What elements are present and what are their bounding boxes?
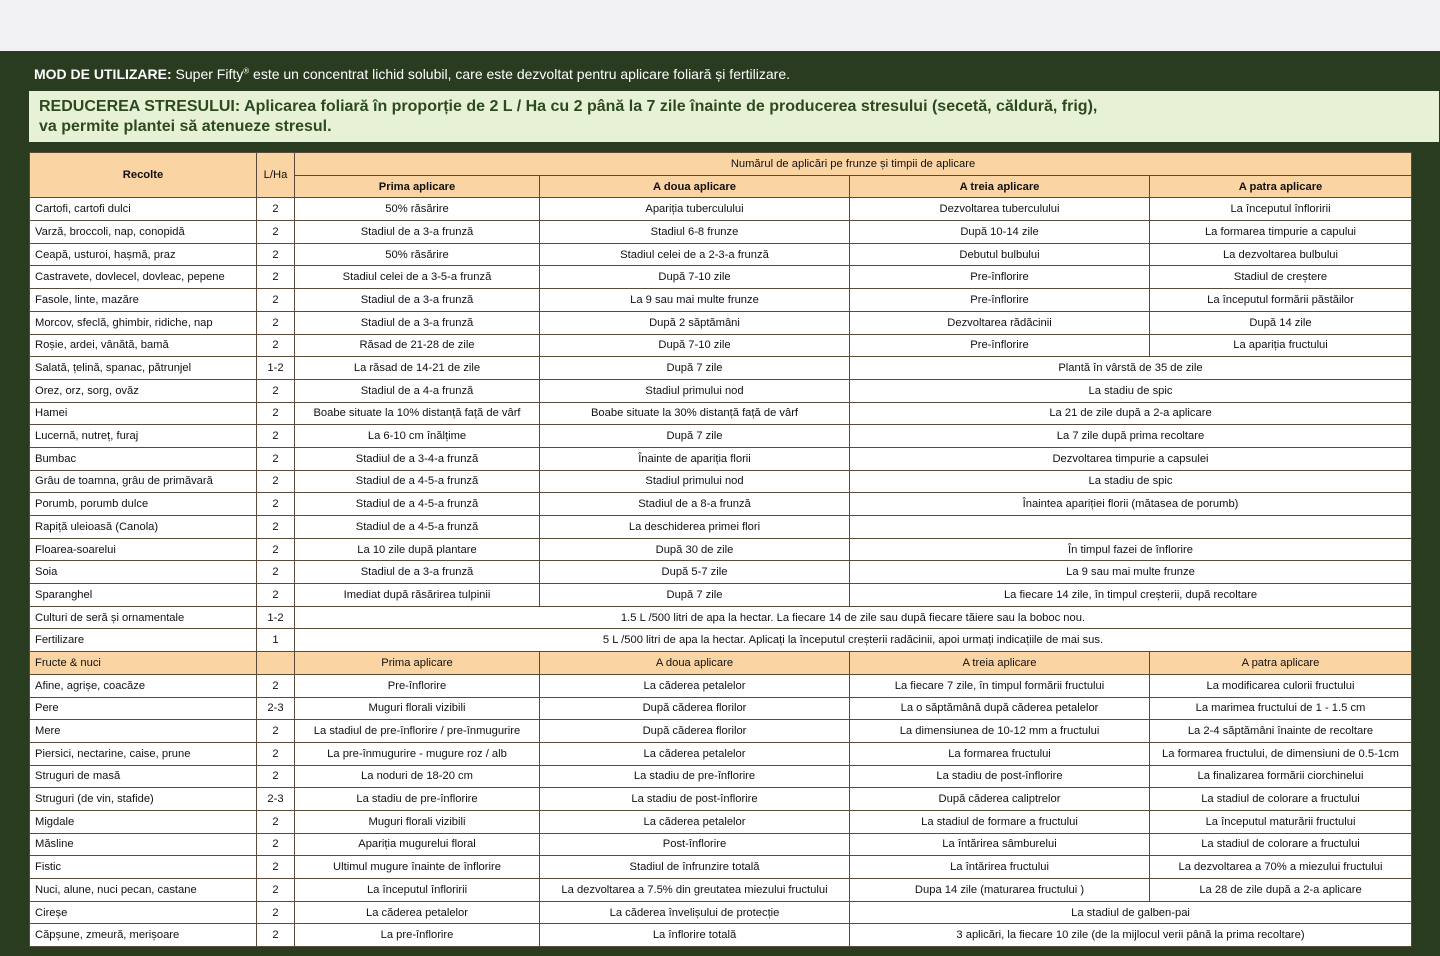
crop-cell: Fertilizare (30, 629, 257, 652)
crop-cell: Pere (30, 697, 257, 720)
application-cell: Dezvoltarea timpurie a capsulei (850, 447, 1412, 470)
application-cell: La stadiu de post-înflorire (850, 765, 1150, 788)
application-cell: La 21 de zile după a 2-a aplicare (850, 402, 1412, 425)
application-cell: Înainte de apariția florii (540, 447, 850, 470)
application-cell: La stadiul de galben-pai (850, 901, 1412, 924)
application-cell: Stadiul de a 3-a frunză (295, 289, 540, 312)
application-cell: Stadiul primului nod (540, 470, 850, 493)
table-row (30, 221, 1412, 244)
header-app-1: Prima aplicare (295, 175, 540, 198)
table-row (30, 561, 1412, 584)
application-cell: Dezvoltarea rădăcinii (850, 311, 1150, 334)
application-cell: La 7 zile după prima recoltare (850, 425, 1412, 448)
table-row (30, 901, 1412, 924)
table-row (30, 856, 1412, 879)
application-cell: Stadiul de a 4-5-a frunză (295, 470, 540, 493)
application-cell: La dezvoltarea a 7.5% din greutatea miezului fructului (540, 879, 850, 902)
header-crops: Recolte (30, 153, 257, 198)
crop-cell: Hamei (30, 402, 257, 425)
application-cell: La 10 zile după plantare (295, 538, 540, 561)
application-cell: La stadiu de spic (850, 470, 1412, 493)
table-row (30, 425, 1412, 448)
application-cell: La o săptămână după căderea petalelor (850, 697, 1150, 720)
fruit-header-app-4: A patra aplicare (1150, 652, 1412, 675)
fruit-header-app-3: A treia aplicare (850, 652, 1150, 675)
application-cell: În timpul fazei de înflorire (850, 538, 1412, 561)
rate-cell: 1 (257, 629, 295, 652)
application-cell: Pre-înflorire (295, 674, 540, 697)
application-cell: La formarea fructului (850, 742, 1150, 765)
application-cell: La dezvoltarea bulbului (1150, 243, 1412, 266)
application-cell: La dimensiunea de 10-12 mm a fructului (850, 720, 1150, 743)
application-cell: După căderea caliptrelor (850, 788, 1150, 811)
rate-cell: 2 (257, 266, 295, 289)
fruit-header-crops: Fructe & nuci (30, 652, 257, 675)
application-cell: După 2 săptămâni (540, 311, 850, 334)
application-cell: Stadiul celei de a 3-5-a frunză (295, 266, 540, 289)
stress-line-2: va permite plantei să atenueze stresul. (39, 118, 332, 135)
rate-cell: 2 (257, 311, 295, 334)
rate-cell: 1-2 (257, 606, 295, 629)
application-cell: La dezvoltarea a 70% a miezului fructului (1150, 856, 1412, 879)
application-cell: 50% răsărire (295, 243, 540, 266)
application-cell: Stadiul de a 8-a frunză (540, 493, 850, 516)
application-cell: La întărirea sâmburelui (850, 833, 1150, 856)
application-cell: La 9 sau mai multe frunze (850, 561, 1412, 584)
header-app-2: A doua aplicare (540, 175, 850, 198)
table-row (30, 311, 1412, 334)
application-cell: Plantă în vârstă de 35 de zile (850, 357, 1412, 380)
application-cell: La căderea învelișului de protecție (540, 901, 850, 924)
application-cell: La căderea petalelor (295, 901, 540, 924)
table-row (30, 697, 1412, 720)
table-row (30, 538, 1412, 561)
crop-cell: Cireșe (30, 901, 257, 924)
application-cell: Stadiul de a 3-a frunză (295, 221, 540, 244)
crop-cell: Bumbac (30, 447, 257, 470)
application-cell: La stadiul de colorare a fructului (1150, 833, 1412, 856)
table-row (30, 879, 1412, 902)
rate-cell: 2 (257, 833, 295, 856)
table-row (30, 765, 1412, 788)
application-cell: Stadiul 6-8 frunze (540, 221, 850, 244)
application-cell: La începutul formării păstăilor (1150, 289, 1412, 312)
usage-text-post: este un concentrat lichid solubil, care este dezvoltat pentru aplicare foliară și fertilizare. (249, 66, 790, 82)
table-row (30, 674, 1412, 697)
application-cell: La fiecare 7 zile, în timpul formării fructului (850, 674, 1150, 697)
application-cell: La stadiu de spic (850, 379, 1412, 402)
table-row (30, 629, 1412, 652)
header-app-3: A treia aplicare (850, 175, 1150, 198)
application-cell: La căderea petalelor (540, 674, 850, 697)
application-cell: Dezvoltarea tuberculului (850, 198, 1150, 221)
table-row (30, 289, 1412, 312)
fruit-header-rate (257, 652, 295, 675)
table-row (30, 447, 1412, 470)
application-cell: După 7 zile (540, 357, 850, 380)
fruit-header-app-1: Prima aplicare (295, 652, 540, 675)
table-row (30, 470, 1412, 493)
application-cell: Apariția mugurelui floral (295, 833, 540, 856)
application-cell: La fiecare 14 zile, în timpul creșterii, după recoltare (850, 584, 1412, 607)
application-cell: La deschiderea primei flori (540, 516, 850, 539)
rate-cell: 2 (257, 765, 295, 788)
application-cell: La formarea timpurie a capului (1150, 221, 1412, 244)
table-row (30, 810, 1412, 833)
crop-cell: Culturi de seră și ornamentale (30, 606, 257, 629)
rate-cell: 2 (257, 289, 295, 312)
header-app-4: A patra aplicare (1150, 175, 1412, 198)
application-cell: La finalizarea formării ciorchinelui (1150, 765, 1412, 788)
application-cell: La stadiul de colorare a fructului (1150, 788, 1412, 811)
application-cell: Stadiul de creștere (1150, 266, 1412, 289)
application-cell: La 6-10 cm înălțime (295, 425, 540, 448)
application-cell: Stadiul de a 4-a frunză (295, 379, 540, 402)
crop-cell: Piersici, nectarine, caise, prune (30, 742, 257, 765)
table-row (30, 334, 1412, 357)
application-cell: La 28 de zile după a 2-a aplicare (1150, 879, 1412, 902)
crop-cell: Roșie, ardei, vânătă, bamă (30, 334, 257, 357)
header-group: Numărul de aplicări pe frunze și timpii de aplicare (295, 153, 1412, 176)
fruit-header-app-2: A doua aplicare (540, 652, 850, 675)
application-cell: La întărirea fructului (850, 856, 1150, 879)
application-cell: Muguri florali vizibili (295, 810, 540, 833)
usage-line (34, 66, 790, 82)
crop-cell: Struguri de masă (30, 765, 257, 788)
table-row (30, 742, 1412, 765)
crop-cell: Salată, țelină, spanac, pătrunjel (30, 357, 257, 380)
application-cell: După 5-7 zile (540, 561, 850, 584)
application-cell: Pre-înflorire (850, 289, 1150, 312)
table-row (30, 266, 1412, 289)
application-cell: După 7 zile (540, 584, 850, 607)
application-cell: După căderea florilor (540, 697, 850, 720)
crop-cell: Afine, agrișe, coacăze (30, 674, 257, 697)
application-cell: Stadiul primului nod (540, 379, 850, 402)
application-cell: La stadiu de pre-înflorire (540, 765, 850, 788)
rate-cell: 2 (257, 198, 295, 221)
application-cell: Debutul bulbului (850, 243, 1150, 266)
application-cell: La înflorire totală (540, 924, 850, 947)
application-cell (850, 516, 1412, 539)
rate-cell: 2 (257, 901, 295, 924)
crop-cell: Migdale (30, 810, 257, 833)
crop-cell: Castravete, dovlecel, dovleac, pepene (30, 266, 257, 289)
application-cell: La căderea petalelor (540, 810, 850, 833)
application-cell: Dupa 14 zile (maturarea fructului ) (850, 879, 1150, 902)
application-cell: Boabe situate la 10% distanță față de vârf (295, 402, 540, 425)
crop-cell: Cartofi, cartofi dulci (30, 198, 257, 221)
application-cell: Stadiul de a 3-a frunză (295, 311, 540, 334)
table-body (30, 198, 1412, 947)
crop-cell: Orez, orz, sorg, ovăz (30, 379, 257, 402)
application-cell: Imediat după răsărirea tulpinii (295, 584, 540, 607)
rate-cell: 2 (257, 447, 295, 470)
application-cell: După 7-10 zile (540, 266, 850, 289)
rate-cell: 2 (257, 856, 295, 879)
crop-cell: Varză, broccoli, nap, conopidă (30, 221, 257, 244)
table-row (30, 833, 1412, 856)
application-cell: La stadiu de post-înflorire (540, 788, 850, 811)
rate-cell: 2 (257, 402, 295, 425)
application-cell: Boabe situate la 30% distanță față de vârf (540, 402, 850, 425)
rate-cell: 2 (257, 720, 295, 743)
table-row (30, 493, 1412, 516)
table-row (30, 584, 1412, 607)
application-cell: După 10-14 zile (850, 221, 1150, 244)
rate-cell: 2 (257, 379, 295, 402)
application-cell: Stadiul de a 3-4-a frunză (295, 447, 540, 470)
application-cell: 50% răsărire (295, 198, 540, 221)
rate-cell: 2 (257, 493, 295, 516)
crop-cell: Struguri (de vin, stafide) (30, 788, 257, 811)
crop-cell: Lucernă, nutreț, furaj (30, 425, 257, 448)
application-cell: 5 L /500 litri de apa la hectar. Aplicați la începutul creșterii radăcinii, apoi urmați indicațiile de mai sus. (295, 629, 1412, 652)
rate-cell: 2 (257, 810, 295, 833)
application-cell: După căderea florilor (540, 720, 850, 743)
application-cell: La stadiu de pre-înflorire (295, 788, 540, 811)
crop-cell: Căpșune, zmeură, merișoare (30, 924, 257, 947)
application-cell: După 30 de zile (540, 538, 850, 561)
application-cell: Stadiul de înfrunzire totală (540, 856, 850, 879)
rate-cell: 2 (257, 584, 295, 607)
application-cell: La răsad de 14-21 de zile (295, 357, 540, 380)
table-row (30, 402, 1412, 425)
application-cell: La marimea fructului de 1 - 1.5 cm (1150, 697, 1412, 720)
application-cell: După 7 zile (540, 425, 850, 448)
application-cell: Stadiul de a 4-5-a frunză (295, 493, 540, 516)
rate-cell: 2 (257, 538, 295, 561)
rate-cell: 2 (257, 221, 295, 244)
application-cell: Ultimul mugure înainte de înflorire (295, 856, 540, 879)
stress-line-1: REDUCEREA STRESULUI: Aplicarea foliară în proporție de 2 L / Ha cu 2 până la 7 zile înainte de producerea stresului (secetă, căldură, frig), (39, 98, 1098, 115)
rate-cell: 2 (257, 561, 295, 584)
crop-cell: Porumb, porumb dulce (30, 493, 257, 516)
application-cell: Stadiul de a 3-a frunză (295, 561, 540, 584)
application-table (29, 152, 1412, 947)
header-rate: L/Ha (257, 153, 295, 198)
application-cell: La 2-4 săptămâni înainte de recoltare (1150, 720, 1412, 743)
application-cell: La modificarea culorii fructului (1150, 674, 1412, 697)
crop-cell: Sparanghel (30, 584, 257, 607)
registered-mark: ® (243, 66, 250, 76)
application-cell: Pre-înflorire (850, 334, 1150, 357)
product-usage-panel (0, 51, 1440, 956)
rate-cell: 2 (257, 924, 295, 947)
application-cell: Răsad de 21-28 de zile (295, 334, 540, 357)
crop-cell: Ceapă, usturoi, hașmă, praz (30, 243, 257, 266)
application-cell: Stadiul de a 4-5-a frunză (295, 516, 540, 539)
rate-cell: 2 (257, 470, 295, 493)
crop-cell: Floarea-soarelui (30, 538, 257, 561)
table-row (30, 924, 1412, 947)
crop-cell: Măsline (30, 833, 257, 856)
table-row (30, 516, 1412, 539)
table-row (30, 379, 1412, 402)
application-cell: La noduri de 18-20 cm (295, 765, 540, 788)
rate-cell: 1-2 (257, 357, 295, 380)
crop-cell: Morcov, sfeclă, ghimbir, ridiche, nap (30, 311, 257, 334)
application-cell: Apariția tuberculului (540, 198, 850, 221)
fruit-header-row (30, 652, 1412, 675)
table-row (30, 720, 1412, 743)
stress-reduction-box (29, 91, 1439, 142)
rate-cell: 2-3 (257, 697, 295, 720)
application-cell: La căderea petalelor (540, 742, 850, 765)
rate-cell: 2 (257, 425, 295, 448)
table-row (30, 198, 1412, 221)
application-cell: După 7-10 zile (540, 334, 850, 357)
application-cell: Post-înflorire (540, 833, 850, 856)
application-cell: La pre-înflorire (295, 924, 540, 947)
crop-cell: Rapiță uleioasă (Canola) (30, 516, 257, 539)
application-cell: La începutul înfloririi (1150, 198, 1412, 221)
usage-text-pre: Super Fifty (171, 66, 244, 82)
application-cell: La stadiul de formare a fructului (850, 810, 1150, 833)
crop-cell: Fistic (30, 856, 257, 879)
table-row (30, 357, 1412, 380)
application-cell: Muguri florali vizibili (295, 697, 540, 720)
application-cell: 1.5 L /500 litri de apa la hectar. La fiecare 14 de zile sau după fiecare tăiere sau la boboc nou. (295, 606, 1412, 629)
crop-cell: Nuci, alune, nuci pecan, castane (30, 879, 257, 902)
application-cell: La stadiul de pre-înflorire / pre-înmugurire (295, 720, 540, 743)
application-cell: La apariția fructului (1150, 334, 1412, 357)
rate-cell: 2 (257, 742, 295, 765)
table-row (30, 606, 1412, 629)
rate-cell: 2 (257, 674, 295, 697)
crop-cell: Fasole, linte, mazăre (30, 289, 257, 312)
rate-cell: 2 (257, 879, 295, 902)
rate-cell: 2 (257, 516, 295, 539)
table-row (30, 788, 1412, 811)
application-cell: La 9 sau mai multe frunze (540, 289, 850, 312)
crop-cell: Grâu de toamna, grâu de primăvară (30, 470, 257, 493)
rate-cell: 2 (257, 334, 295, 357)
application-cell: La începutul înfloririi (295, 879, 540, 902)
table-row (30, 243, 1412, 266)
application-cell: Înaintea apariției florii (mătasea de porumb) (850, 493, 1412, 516)
crop-cell: Mere (30, 720, 257, 743)
crop-cell: Soia (30, 561, 257, 584)
usage-label: MOD DE UTILIZARE: (34, 66, 172, 82)
top-bar (0, 0, 1440, 51)
application-cell: După 14 zile (1150, 311, 1412, 334)
application-cell: 3 aplicări, la fiecare 10 zile (de la mijlocul verii până la prima recoltare) (850, 924, 1412, 947)
application-cell: La pre-înmugurire - mugure roz / alb (295, 742, 540, 765)
rate-cell: 2-3 (257, 788, 295, 811)
application-cell: Stadiul celei de a 2-3-a frunză (540, 243, 850, 266)
application-cell: La formarea fructului, de dimensiuni de 0.5-1cm (1150, 742, 1412, 765)
application-cell: Pre-înflorire (850, 266, 1150, 289)
rate-cell: 2 (257, 243, 295, 266)
application-cell: La începutul maturării fructului (1150, 810, 1412, 833)
